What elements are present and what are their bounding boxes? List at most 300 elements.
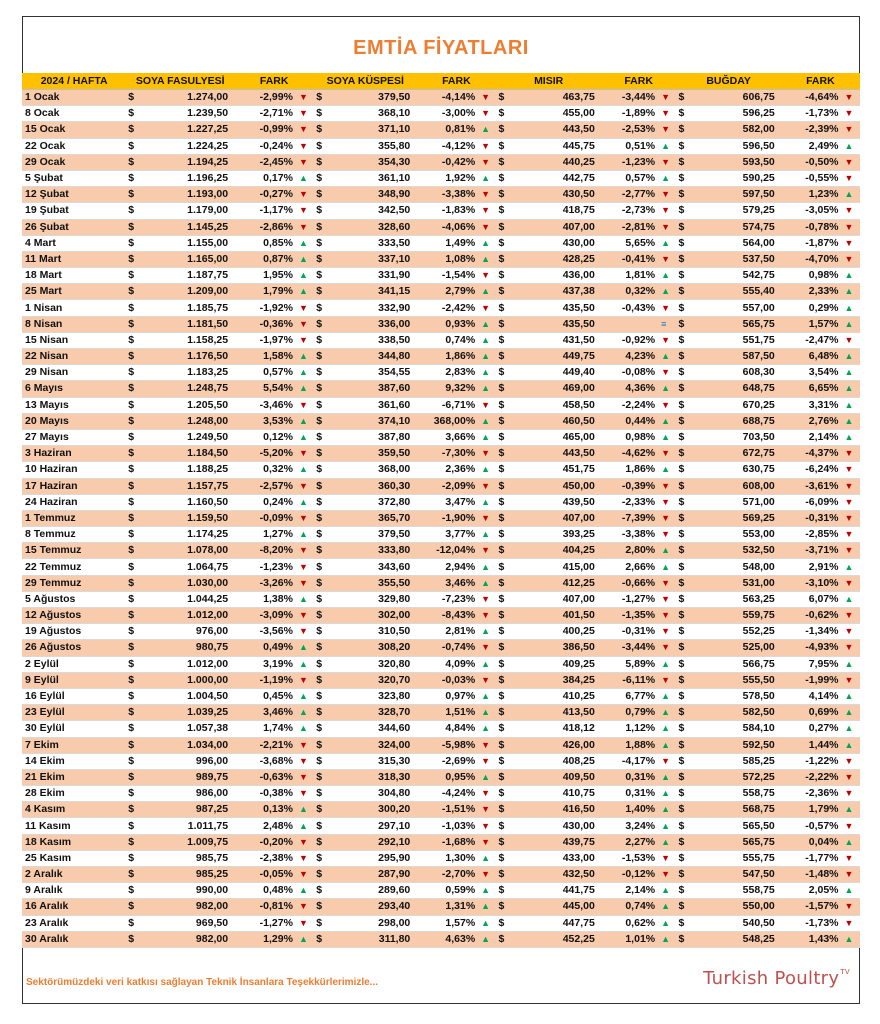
corn-price-cell: 431,50	[514, 332, 601, 348]
soybean-price-cell: 996,00	[143, 753, 234, 769]
soybean-meal-diff-cell: -1,90%	[416, 510, 478, 526]
currency-symbol: $	[676, 769, 693, 785]
currency-symbol: $	[676, 624, 693, 640]
soybean-diff-cell: 0,12%	[234, 429, 296, 445]
soybean-meal-price-cell: 360,30	[331, 478, 416, 494]
corn-price-cell: 443,50	[514, 446, 601, 462]
wheat-price-cell: 608,30	[694, 365, 781, 381]
currency-symbol: $	[314, 575, 331, 591]
table-row	[22, 122, 860, 138]
currency-symbol: $	[497, 672, 514, 688]
arrow-up-icon: ▲	[842, 413, 860, 429]
currency-symbol: $	[676, 608, 693, 624]
currency-symbol: $	[126, 235, 143, 251]
currency-symbol: $	[497, 721, 514, 737]
corn-diff-cell: 0,98%	[601, 429, 658, 445]
arrow-down-icon: ▼	[842, 608, 860, 624]
equal-icon: ≡	[658, 316, 676, 332]
arrow-down-icon: ▼	[658, 203, 676, 219]
corn-price-cell: 410,25	[514, 688, 601, 704]
arrow-up-icon: ▲	[842, 397, 860, 413]
wheat-price-cell: 565,75	[694, 834, 781, 850]
soybean-meal-price-cell: 338,50	[331, 332, 416, 348]
soybean-diff-cell: -3,46%	[234, 397, 296, 413]
currency-symbol: $	[314, 284, 331, 300]
corn-diff-cell: 0,74%	[601, 899, 658, 915]
week-cell: 6 Mayıs	[22, 381, 126, 397]
soybean-price-cell: 1.174,25	[143, 527, 234, 543]
wheat-price-cell: 566,75	[694, 656, 781, 672]
arrow-up-icon: ▲	[478, 494, 496, 510]
arrow-down-icon: ▼	[478, 397, 496, 413]
corn-price-cell: 435,50	[514, 316, 601, 332]
soybean-meal-diff-cell: 2,79%	[416, 284, 478, 300]
corn-price-cell: 432,50	[514, 867, 601, 883]
soybean-meal-diff-cell: 3,66%	[416, 429, 478, 445]
corn-diff-cell: 5,65%	[601, 235, 658, 251]
currency-symbol: $	[497, 154, 514, 170]
arrow-down-icon: ▼	[658, 478, 676, 494]
arrow-down-icon: ▼	[478, 608, 496, 624]
week-cell: 18 Kasım	[22, 834, 126, 850]
table-row	[22, 478, 860, 494]
arrow-down-icon: ▼	[296, 332, 314, 348]
wheat-price-cell: 564,00	[694, 235, 781, 251]
arrow-down-icon: ▼	[842, 332, 860, 348]
currency-symbol: $	[126, 818, 143, 834]
arrow-up-icon: ▲	[658, 915, 676, 931]
wheat-price-cell: 559,75	[694, 608, 781, 624]
soybean-meal-price-cell: 368,00	[331, 462, 416, 478]
soybean-price-cell: 1.181,50	[143, 316, 234, 332]
currency-symbol: $	[126, 300, 143, 316]
soybean-meal-price-cell: 297,10	[331, 818, 416, 834]
corn-diff-cell: -7,39%	[601, 510, 658, 526]
arrow-down-icon: ▼	[658, 446, 676, 462]
wheat-price-cell: 608,00	[694, 478, 781, 494]
soybean-diff-cell: -2,21%	[234, 737, 296, 753]
soybean-diff-cell: -8,20%	[234, 543, 296, 559]
table-row	[22, 284, 860, 300]
arrow-down-icon: ▼	[296, 138, 314, 154]
wheat-diff-cell: -2,22%	[781, 769, 842, 785]
corn-diff-cell: -1,53%	[601, 850, 658, 866]
wheat-price-cell: 582,00	[694, 122, 781, 138]
currency-symbol: $	[314, 365, 331, 381]
currency-symbol: $	[314, 462, 331, 478]
week-cell: 19 Şubat	[22, 203, 126, 219]
table-row	[22, 300, 860, 316]
soybean-diff-cell: 0,57%	[234, 365, 296, 381]
arrow-up-icon: ▲	[296, 931, 314, 947]
soybean-price-cell: 969,50	[143, 915, 234, 931]
currency-symbol: $	[126, 187, 143, 203]
corn-price-cell: 449,40	[514, 365, 601, 381]
currency-symbol: $	[314, 251, 331, 267]
soybean-meal-diff-cell: 3,77%	[416, 527, 478, 543]
currency-symbol: $	[126, 899, 143, 915]
arrow-up-icon: ▲	[478, 349, 496, 365]
arrow-up-icon: ▲	[658, 170, 676, 186]
currency-symbol: $	[314, 106, 331, 122]
arrow-up-icon: ▲	[478, 462, 496, 478]
week-cell: 30 Aralık	[22, 931, 126, 947]
wheat-price-cell: 606,75	[694, 90, 781, 106]
soybean-meal-price-cell: 304,80	[331, 786, 416, 802]
arrow-down-icon: ▼	[478, 543, 496, 559]
soybean-meal-price-cell: 298,00	[331, 915, 416, 931]
corn-diff-cell: 0,57%	[601, 170, 658, 186]
currency-symbol: $	[126, 446, 143, 462]
soybean-price-cell: 1.078,00	[143, 543, 234, 559]
corn-diff-cell: 0,32%	[601, 284, 658, 300]
corn-price-cell: 409,50	[514, 769, 601, 785]
soybean-meal-price-cell: 354,30	[331, 154, 416, 170]
soybean-price-cell: 1.009,75	[143, 834, 234, 850]
corn-diff-cell: -0,12%	[601, 867, 658, 883]
table-row	[22, 915, 860, 931]
soybean-meal-diff-cell: -4,06%	[416, 219, 478, 235]
wheat-diff-cell: 2,14%	[781, 429, 842, 445]
corn-diff-cell: 2,14%	[601, 883, 658, 899]
arrow-up-icon: ▲	[842, 268, 860, 284]
currency-symbol: $	[676, 251, 693, 267]
arrow-down-icon: ▼	[296, 786, 314, 802]
wheat-diff-cell: -1,73%	[781, 106, 842, 122]
week-cell: 8 Nisan	[22, 316, 126, 332]
table-row	[22, 802, 860, 818]
soybean-price-cell: 1.184,50	[143, 446, 234, 462]
currency-symbol: $	[314, 559, 331, 575]
soybean-price-cell: 1.039,25	[143, 705, 234, 721]
soybean-price-cell: 987,25	[143, 802, 234, 818]
currency-symbol: $	[676, 316, 693, 332]
soybean-diff-cell: -2,57%	[234, 478, 296, 494]
soybean-meal-price-cell: 341,15	[331, 284, 416, 300]
soybean-meal-price-cell: 331,90	[331, 268, 416, 284]
table-row	[22, 462, 860, 478]
wheat-price-cell: 557,00	[694, 300, 781, 316]
arrow-up-icon: ▲	[478, 624, 496, 640]
arrow-up-icon: ▲	[478, 170, 496, 186]
currency-symbol: $	[676, 931, 693, 947]
currency-symbol: $	[676, 688, 693, 704]
table-row	[22, 721, 860, 737]
soybean-price-cell: 1.274,00	[143, 90, 234, 106]
soybean-diff-cell: 0,24%	[234, 494, 296, 510]
currency-symbol: $	[497, 397, 514, 413]
corn-diff-cell: 1,88%	[601, 737, 658, 753]
wheat-diff-cell: -1,22%	[781, 753, 842, 769]
arrow-up-icon: ▲	[296, 462, 314, 478]
arrow-up-icon: ▲	[296, 591, 314, 607]
currency-symbol: $	[497, 413, 514, 429]
currency-symbol: $	[314, 753, 331, 769]
soybean-diff-cell: -3,09%	[234, 608, 296, 624]
currency-symbol: $	[497, 688, 514, 704]
corn-diff-cell: -4,17%	[601, 753, 658, 769]
soybean-meal-diff-cell: 0,74%	[416, 332, 478, 348]
wheat-diff-cell: 2,91%	[781, 559, 842, 575]
arrow-up-icon: ▲	[842, 349, 860, 365]
soybean-meal-price-cell: 387,60	[331, 381, 416, 397]
corn-price-cell: 439,75	[514, 834, 601, 850]
soybean-diff-cell: 1,95%	[234, 268, 296, 284]
soybean-meal-diff-cell: -0,42%	[416, 154, 478, 170]
corn-price-cell: 416,50	[514, 802, 601, 818]
week-cell: 13 Mayıs	[22, 397, 126, 413]
week-cell: 14 Ekim	[22, 753, 126, 769]
currency-symbol: $	[676, 527, 693, 543]
soybean-meal-diff-cell: 4,84%	[416, 721, 478, 737]
currency-symbol: $	[126, 429, 143, 445]
table-row	[22, 688, 860, 704]
currency-symbol: $	[314, 931, 331, 947]
soybean-meal-price-cell: 323,80	[331, 688, 416, 704]
soybean-price-cell: 1.012,00	[143, 608, 234, 624]
currency-symbol: $	[126, 154, 143, 170]
corn-price-cell: 433,00	[514, 850, 601, 866]
table-header-row	[22, 73, 860, 90]
corn-diff-cell: -2,33%	[601, 494, 658, 510]
week-cell: 21 Ekim	[22, 769, 126, 785]
corn-diff-cell: -0,43%	[601, 300, 658, 316]
soybean-price-cell: 1.176,50	[143, 349, 234, 365]
wheat-price-cell: 565,75	[694, 316, 781, 332]
wheat-price-cell: 555,40	[694, 284, 781, 300]
arrow-up-icon: ▲	[478, 284, 496, 300]
wheat-diff-cell: -3,05%	[781, 203, 842, 219]
table-row	[22, 608, 860, 624]
table-row	[22, 494, 860, 510]
table-row	[22, 251, 860, 267]
table-row	[22, 268, 860, 284]
currency-symbol: $	[676, 365, 693, 381]
soybean-meal-diff-cell: 0,59%	[416, 883, 478, 899]
soybean-diff-cell: -0,20%	[234, 834, 296, 850]
soybean-meal-price-cell: 289,60	[331, 883, 416, 899]
corn-diff-cell: 2,27%	[601, 834, 658, 850]
currency-symbol: $	[126, 705, 143, 721]
soybean-meal-diff-cell: 1,08%	[416, 251, 478, 267]
currency-symbol: $	[314, 883, 331, 899]
arrow-down-icon: ▼	[296, 899, 314, 915]
wheat-diff-cell: 2,76%	[781, 413, 842, 429]
soybean-diff-cell: -0,05%	[234, 867, 296, 883]
week-cell: 2 Aralık	[22, 867, 126, 883]
arrow-up-icon: ▲	[658, 349, 676, 365]
table-row	[22, 624, 860, 640]
corn-diff-cell: 0,79%	[601, 705, 658, 721]
currency-symbol: $	[497, 834, 514, 850]
soybean-meal-diff-cell: 0,97%	[416, 688, 478, 704]
wheat-price-cell: 558,75	[694, 786, 781, 802]
currency-symbol: $	[676, 381, 693, 397]
soybean-meal-price-cell: 308,20	[331, 640, 416, 656]
corn-diff-cell: -0,92%	[601, 332, 658, 348]
soybean-meal-price-cell: 371,10	[331, 122, 416, 138]
soybean-price-cell: 1.044,25	[143, 591, 234, 607]
soybean-price-cell: 1.057,38	[143, 721, 234, 737]
week-cell: 10 Haziran	[22, 462, 126, 478]
arrow-up-icon: ▲	[296, 235, 314, 251]
corn-price-cell: 413,50	[514, 705, 601, 721]
arrow-up-icon: ▲	[478, 915, 496, 931]
soybean-meal-diff-cell: 368,00%	[416, 413, 478, 429]
table-row	[22, 591, 860, 607]
currency-symbol: $	[676, 802, 693, 818]
week-cell: 17 Haziran	[22, 478, 126, 494]
arrow-up-icon: ▲	[842, 931, 860, 947]
currency-symbol: $	[676, 543, 693, 559]
soybean-price-cell: 1.227,25	[143, 122, 234, 138]
currency-symbol: $	[676, 834, 693, 850]
arrow-up-icon: ▲	[296, 365, 314, 381]
wheat-diff-cell: -1,87%	[781, 235, 842, 251]
soybean-diff-cell: -0,81%	[234, 899, 296, 915]
arrow-down-icon: ▼	[842, 219, 860, 235]
week-cell: 11 Mart	[22, 251, 126, 267]
soybean-price-cell: 1.194,25	[143, 154, 234, 170]
soybean-diff-cell: -2,45%	[234, 154, 296, 170]
arrow-down-icon: ▼	[296, 575, 314, 591]
wheat-diff-cell: -0,78%	[781, 219, 842, 235]
soybean-meal-diff-cell: -3,38%	[416, 187, 478, 203]
wheat-price-cell: 572,25	[694, 769, 781, 785]
currency-symbol: $	[676, 284, 693, 300]
arrow-up-icon: ▲	[478, 316, 496, 332]
currency-symbol: $	[126, 332, 143, 348]
soybean-diff-cell: -5,20%	[234, 446, 296, 462]
arrow-down-icon: ▼	[842, 494, 860, 510]
corn-diff-cell: -2,53%	[601, 122, 658, 138]
currency-symbol: $	[314, 867, 331, 883]
currency-symbol: $	[126, 559, 143, 575]
wheat-diff-cell: -0,31%	[781, 510, 842, 526]
corn-price-cell: 440,25	[514, 154, 601, 170]
corn-price-cell: 409,25	[514, 656, 601, 672]
currency-symbol: $	[314, 203, 331, 219]
soybean-meal-diff-cell: -2,70%	[416, 867, 478, 883]
soybean-price-cell: 1.183,25	[143, 365, 234, 381]
currency-symbol: $	[676, 106, 693, 122]
arrow-up-icon: ▲	[296, 284, 314, 300]
arrow-down-icon: ▼	[478, 753, 496, 769]
corn-diff-cell: 4,23%	[601, 349, 658, 365]
soybean-meal-diff-cell: -4,12%	[416, 138, 478, 154]
currency-symbol: $	[497, 786, 514, 802]
wheat-price-cell: 532,50	[694, 543, 781, 559]
currency-symbol: $	[126, 867, 143, 883]
page-title: EMTİA FİYATLARI	[353, 37, 529, 59]
currency-symbol: $	[126, 106, 143, 122]
arrow-up-icon: ▲	[478, 769, 496, 785]
currency-symbol: $	[126, 381, 143, 397]
currency-symbol: $	[497, 90, 514, 106]
wheat-price-cell: 525,00	[694, 640, 781, 656]
header-corn-diff: FARK	[601, 73, 677, 90]
currency-symbol: $	[314, 316, 331, 332]
arrow-down-icon: ▼	[842, 235, 860, 251]
arrow-down-icon: ▼	[658, 510, 676, 526]
currency-symbol: $	[126, 834, 143, 850]
soybean-meal-diff-cell: 1,49%	[416, 235, 478, 251]
currency-symbol: $	[126, 494, 143, 510]
header-soybean-diff: FARK	[234, 73, 314, 90]
soybean-price-cell: 1.004,50	[143, 688, 234, 704]
arrow-down-icon: ▼	[658, 494, 676, 510]
currency-symbol: $	[126, 478, 143, 494]
currency-symbol: $	[497, 235, 514, 251]
soybean-diff-cell: -3,68%	[234, 753, 296, 769]
arrow-up-icon: ▲	[478, 575, 496, 591]
arrow-up-icon: ▲	[658, 413, 676, 429]
soybean-meal-price-cell: 379,50	[331, 90, 416, 106]
corn-price-cell: 407,00	[514, 591, 601, 607]
currency-symbol: $	[126, 931, 143, 947]
arrow-up-icon: ▲	[842, 737, 860, 753]
arrow-down-icon: ▼	[296, 867, 314, 883]
corn-price-cell: 400,25	[514, 624, 601, 640]
soybean-meal-price-cell: 359,50	[331, 446, 416, 462]
arrow-down-icon: ▼	[658, 300, 676, 316]
arrow-up-icon: ▲	[478, 235, 496, 251]
soybean-meal-diff-cell: 4,63%	[416, 931, 478, 947]
week-cell: 18 Mart	[22, 268, 126, 284]
corn-diff-cell	[601, 316, 658, 332]
arrow-down-icon: ▼	[296, 559, 314, 575]
soybean-meal-diff-cell: 0,95%	[416, 769, 478, 785]
corn-price-cell: 449,75	[514, 349, 601, 365]
arrow-up-icon: ▲	[478, 931, 496, 947]
week-cell: 22 Nisan	[22, 349, 126, 365]
arrow-up-icon: ▲	[842, 187, 860, 203]
currency-symbol: $	[126, 786, 143, 802]
wheat-price-cell: 563,25	[694, 591, 781, 607]
arrow-down-icon: ▼	[842, 90, 860, 106]
soybean-price-cell: 1.249,50	[143, 429, 234, 445]
week-cell: 12 Ağustos	[22, 608, 126, 624]
currency-symbol: $	[497, 478, 514, 494]
footer-note: Sektörümüzdeki veri katkısı sağlayan Teknik İnsanlara Teşekkürlerimizle...	[26, 977, 379, 988]
wheat-price-cell: 648,75	[694, 381, 781, 397]
soybean-diff-cell: -0,27%	[234, 187, 296, 203]
soybean-diff-cell: -2,38%	[234, 850, 296, 866]
soybean-meal-price-cell: 344,80	[331, 349, 416, 365]
week-cell: 25 Kasım	[22, 850, 126, 866]
turkish-poultry-logo	[703, 968, 850, 989]
currency-symbol: $	[676, 850, 693, 866]
soybean-meal-price-cell: 292,10	[331, 834, 416, 850]
corn-price-cell: 435,50	[514, 300, 601, 316]
arrow-down-icon: ▼	[296, 397, 314, 413]
arrow-up-icon: ▲	[842, 138, 860, 154]
currency-symbol: $	[497, 462, 514, 478]
arrow-down-icon: ▼	[658, 527, 676, 543]
table-row	[22, 834, 860, 850]
wheat-price-cell: 552,25	[694, 624, 781, 640]
table-row	[22, 381, 860, 397]
corn-diff-cell: 1,01%	[601, 931, 658, 947]
soybean-price-cell: 980,75	[143, 640, 234, 656]
soybean-meal-diff-cell: -1,51%	[416, 802, 478, 818]
currency-symbol: $	[676, 300, 693, 316]
arrow-up-icon: ▲	[478, 381, 496, 397]
wheat-diff-cell: -0,50%	[781, 154, 842, 170]
arrow-down-icon: ▼	[842, 786, 860, 802]
arrow-down-icon: ▼	[478, 834, 496, 850]
soybean-meal-diff-cell: 4,09%	[416, 656, 478, 672]
